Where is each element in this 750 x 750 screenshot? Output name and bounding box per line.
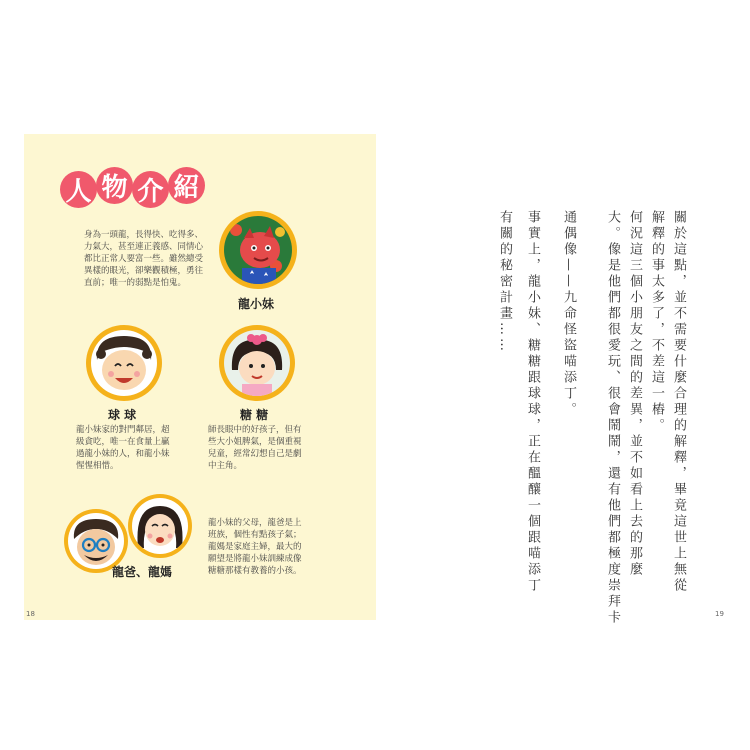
prose-column: 通偶像——九命怪盜喵添丁。 [561,210,576,418]
avatar-tangtang [219,325,295,401]
character-name-qiuqiu: 球 球 [108,408,137,422]
avatar-mom [128,494,192,558]
character-name-dragon-girl: 龍小妹 [238,297,275,311]
prose-column: 何況這三個小朋友之間的差異，並不如看上去的那麼 [627,210,642,578]
character-name-tangtang: 糖 糖 [240,408,269,422]
prose-column: 關於這點，並不需要什麼合理的解釋，畢竟這世上無從 [671,210,686,594]
title-char: 紹 [168,167,205,204]
character-description-qiuqiu: 龍小妹家的對門鄰居，超 級貪吃，唯一在食量上贏 過龍小妹的人，和龍小妹 惺惺相惜。 [76,425,170,471]
prose-column: 大。像是他們都很愛玩、很會鬧鬧，還有他們都極度崇拜卡 [605,210,620,626]
title-char: 人 [60,171,97,208]
character-description-parents: 龍小妹的父母，龍爸是上 班族，個性有點孩子氣； 龍媽是家庭主婦，最大的 願望是將龍小妹訓練成像 糖糖那樣有教養的小孩。 [208,518,302,576]
avatar-qiuqiu [86,325,162,401]
prose-column: 事實上，龍小妹、糖糖跟球球，正在醞釀一個跟喵添丁 [525,210,540,594]
prose-column: 解釋的事太多了，不差這一樁。 [649,210,664,434]
title-char: 介 [132,171,169,208]
page-number-left: 18 [26,610,35,618]
avatar-dragon-girl [219,211,297,289]
page-number-right: 19 [715,610,724,618]
title-char: 物 [96,167,133,204]
page-title [60,165,230,215]
prose-column: 有關的秘密計畫…… [497,210,512,354]
character-name-parents: 龍爸、龍媽 [112,565,173,579]
character-description-tangtang: 師長眼中的好孩子，但有 些大小姐脾氣，是個重視 兒童，經常幻想自己是劇 中主角。 [208,425,302,471]
character-description-dragon-girl: 身為一頭龍，長得快、吃得多、 力氣大，甚至連正義感、同情心 都比正常人要富一些。雖然總受 異樣的眼光，卻樂觀積極，勇往 直前；唯一的弱點是怕鬼。 [84,230,204,288]
